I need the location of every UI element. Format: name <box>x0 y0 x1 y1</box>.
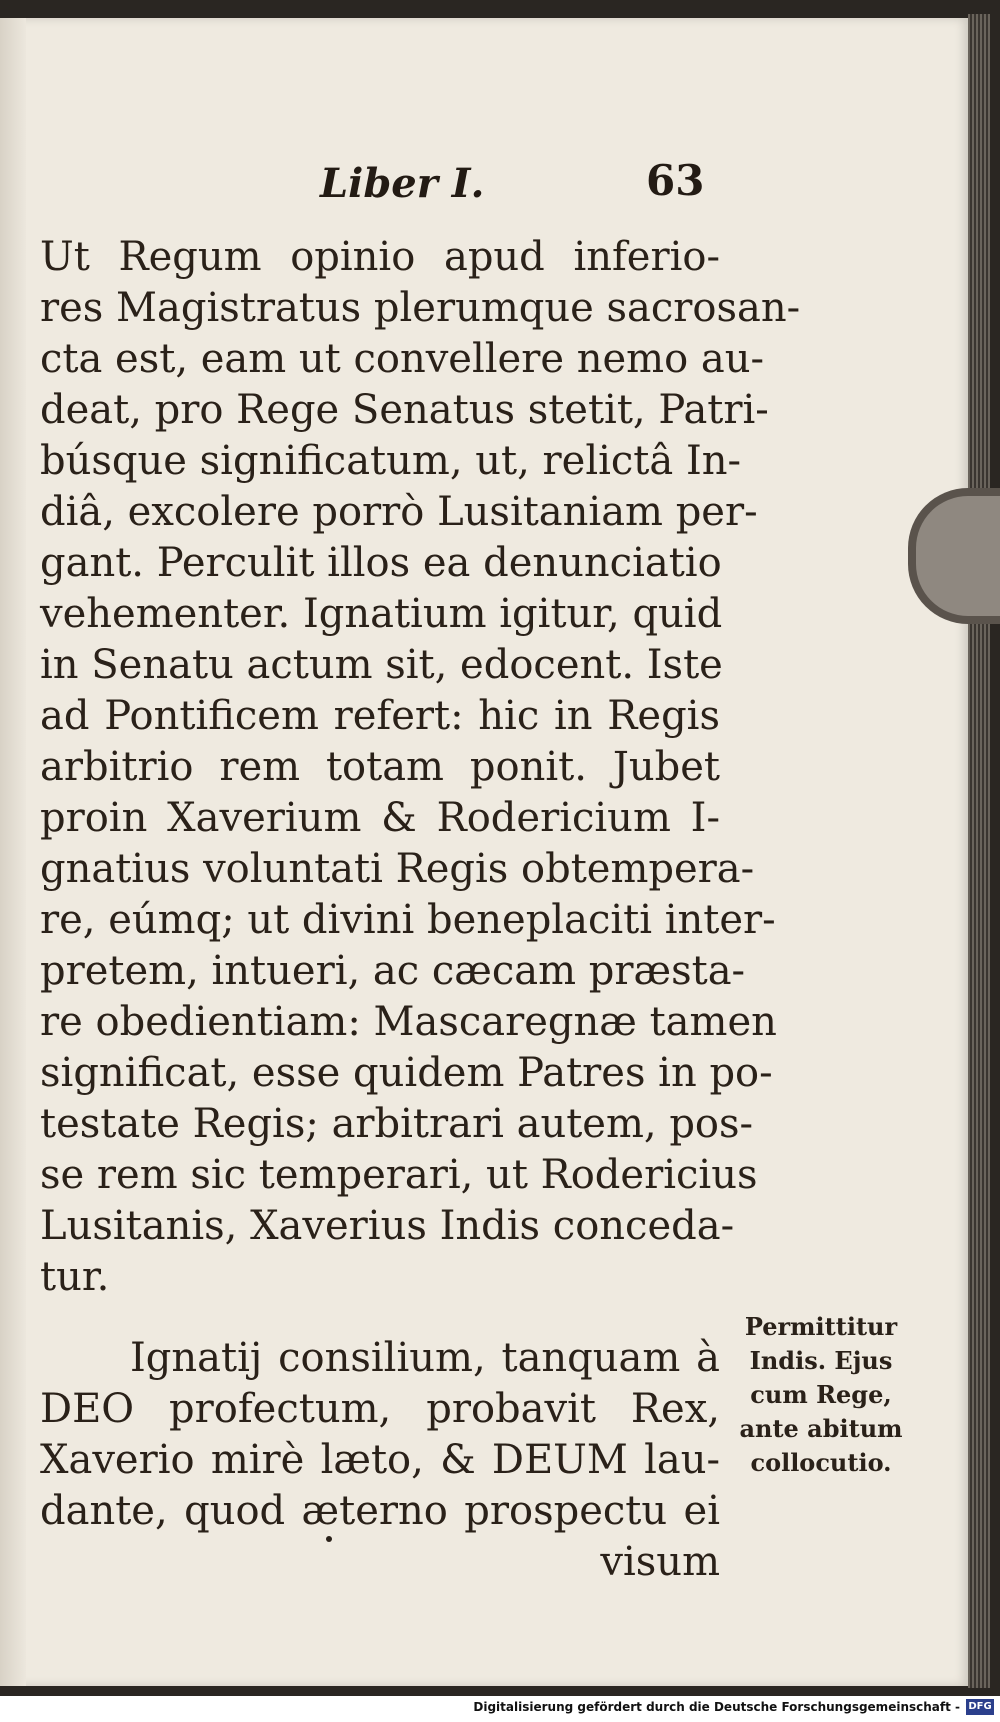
text-line: ad Pontificem refert: hic in Regis <box>40 693 720 739</box>
text-line: proin Xaverium & Rodericium I- <box>40 795 720 841</box>
text-line: in Senatu actum sit, edocent. Iste <box>40 642 723 688</box>
page-number: 63 <box>646 156 705 205</box>
catchword: visum <box>600 1539 720 1585</box>
main-text <box>40 232 801 1588</box>
ink-dot <box>326 1536 332 1542</box>
dfg-logo-icon: DFG <box>966 1699 994 1715</box>
text-line: re obedientiam: Mascaregnæ tamen <box>40 999 777 1045</box>
footer-credit: Digitalisierung gefördert durch die Deutsche Forschungsgemeinschaft - <box>473 1700 960 1714</box>
text-line: búsque significatum, ut, relictâ In- <box>40 438 742 484</box>
text-line: arbitrio rem totam ponit. Jubet <box>40 744 720 790</box>
running-head: Liber I. <box>320 160 485 207</box>
marginal-line: Permittitur <box>744 1312 898 1341</box>
text-line: se rem sic temperari, ut Rodericius <box>40 1152 758 1198</box>
text-line: DEO profectum, probavit Rex, <box>40 1386 720 1432</box>
text-line: Ignatij consilium, tanquam à <box>130 1335 720 1381</box>
marginal-line: Indis. Ejus <box>749 1346 893 1375</box>
text-line: cta est, eam ut convellere nemo au- <box>40 336 765 382</box>
marginal-line: cum Rege, <box>750 1380 892 1409</box>
text-line: Ut Regum opinio apud inferio- <box>40 234 720 280</box>
text-line: significat, esse quidem Patres in po- <box>40 1050 773 1096</box>
marginal-line: ante abitum <box>739 1414 903 1443</box>
text-line: testate Regis; arbitrari autem, pos- <box>40 1101 754 1147</box>
text-line: res Magistratus plerumque sacrosan- <box>40 285 801 331</box>
text-line: deat, pro Rege Senatus stetit, Patri- <box>40 387 769 433</box>
text-line: diâ, excolere porrò Lusitaniam per- <box>40 489 758 535</box>
text-line: vehementer. Ignatium igitur, quid <box>40 591 723 637</box>
text-line: pretem, intueri, ac cæcam præsta- <box>40 948 746 994</box>
text-line: Xaverio mirè læto, & DEUM lau- <box>40 1437 720 1483</box>
text-line: re, eúmq; ut divini beneplaciti inter- <box>40 897 776 943</box>
marginal-line: collocutio. <box>750 1448 892 1477</box>
text-line: Lusitanis, Xaverius Indis conceda- <box>40 1203 735 1249</box>
text-line: gant. Perculit illos ea denunciatio <box>40 540 722 586</box>
marginal-note <box>736 1310 906 1480</box>
page-edges <box>968 14 990 1688</box>
left-gutter <box>0 18 26 1686</box>
text-line: tur. <box>40 1254 110 1300</box>
text-line: gnatius voluntati Regis obtempera- <box>40 846 755 892</box>
text-line: dante, quod æterno prospectu ei <box>40 1488 720 1534</box>
